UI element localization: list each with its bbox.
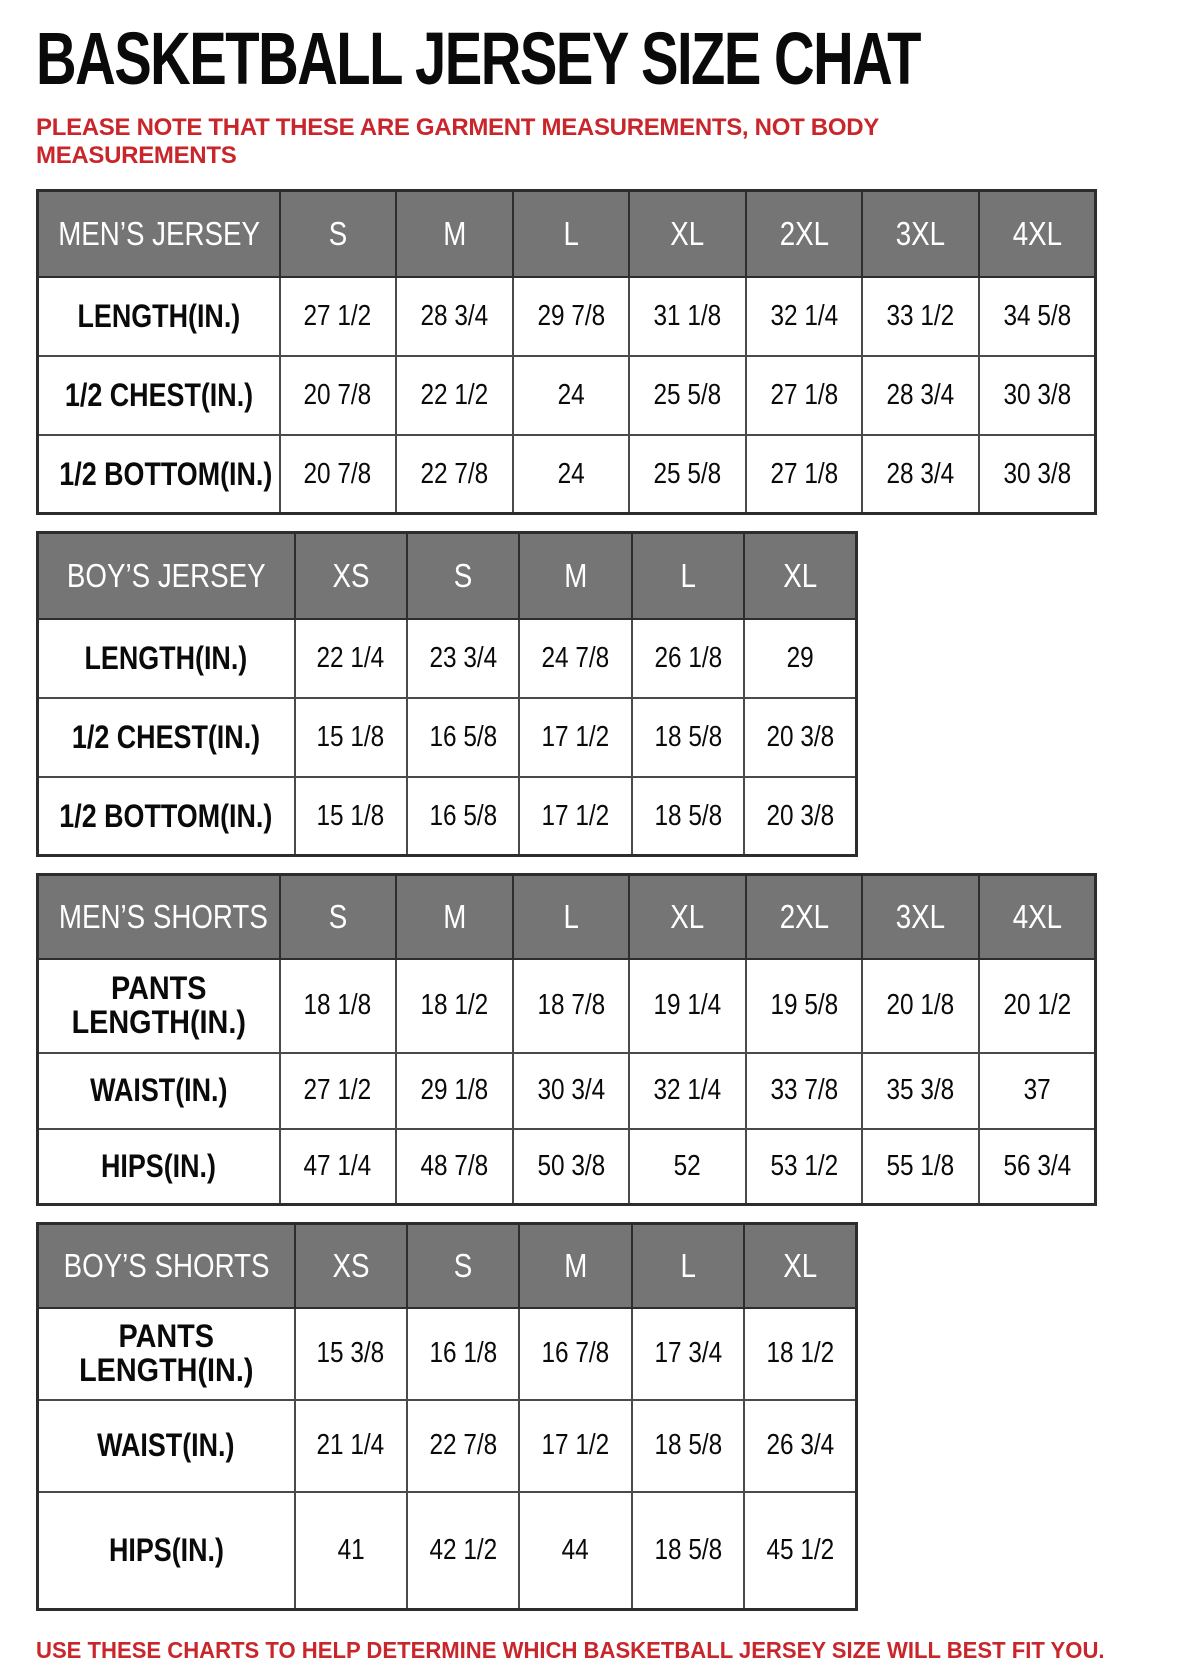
- size-header-cell-text: XL: [670, 215, 705, 253]
- value-cell: [513, 1053, 630, 1129]
- row-label-cell-text: WAIST(IN.): [97, 1427, 235, 1464]
- boys-jersey-title-cell-text: BOY’S JERSEY: [66, 557, 266, 595]
- size-header-cell: [407, 1224, 519, 1308]
- boys-shorts-table: [36, 1222, 858, 1611]
- value-cell: [280, 1129, 397, 1205]
- value-cell: [396, 435, 513, 514]
- boys-jersey-table: [36, 531, 858, 857]
- value-cell-text: 22 1/2: [420, 378, 489, 411]
- value-cell: [519, 1400, 631, 1492]
- value-cell: [513, 435, 630, 514]
- value-cell-text: 15 3/8: [316, 1337, 385, 1370]
- size-header-cell-text: 3XL: [895, 215, 946, 253]
- value-cell-text: 17 1/2: [541, 720, 610, 753]
- value-cell: [746, 277, 863, 356]
- size-header-cell-text: M: [442, 898, 466, 936]
- size-header-cell-text: S: [328, 215, 348, 253]
- size-header-cell-text: 4XL: [1012, 898, 1062, 936]
- row-label-cell: [38, 959, 280, 1053]
- value-cell: [979, 435, 1096, 514]
- value-cell-text: 27 1/8: [770, 378, 838, 411]
- value-cell: [629, 435, 746, 514]
- value-cell-text: 30 3/8: [1003, 457, 1071, 490]
- size-header-cell-text: XL: [670, 898, 705, 936]
- value-cell: [407, 619, 519, 698]
- row-label-cell: [38, 1400, 295, 1492]
- value-cell-text: 31 1/8: [653, 299, 722, 332]
- value-cell-text: 45 1/2: [766, 1534, 834, 1567]
- value-cell-text: 24 7/8: [541, 641, 610, 674]
- row-label-cell: [38, 356, 280, 435]
- value-cell: [744, 619, 856, 698]
- value-cell-text: 17 3/4: [653, 1337, 722, 1370]
- value-cell: [979, 1053, 1096, 1129]
- value-cell-text: 32 1/4: [653, 1074, 722, 1107]
- value-cell-text: 15 1/8: [316, 720, 385, 753]
- fit-advice-text: USE THESE CHARTS TO HELP DETERMINE WHICH BASKETBALL JERSEY SIZE WILL BEST FIT YOU.: [36, 1637, 1105, 1664]
- value-cell-text: 17 1/2: [541, 799, 610, 832]
- measurement-row: [38, 1400, 857, 1492]
- row-label-cell-text: 1/2 CHEST(IN.): [72, 718, 261, 755]
- value-cell: [632, 1308, 744, 1400]
- value-cell: [632, 1400, 744, 1492]
- boys-jersey-header-row: [38, 533, 857, 619]
- value-cell-text: 27 1/2: [303, 1074, 372, 1107]
- size-header-cell-text: S: [453, 557, 473, 595]
- value-cell-text: 27 1/8: [770, 457, 838, 490]
- size-header-cell-text: 4XL: [1012, 215, 1062, 253]
- value-cell: [396, 277, 513, 356]
- size-header-cell-text: M: [563, 557, 588, 595]
- value-cell: [513, 959, 630, 1053]
- value-cell: [280, 959, 397, 1053]
- mens-jersey-title-cell-text: MEN’S JERSEY: [58, 215, 261, 253]
- value-cell: [746, 435, 863, 514]
- value-cell-text: 18 1/8: [303, 989, 372, 1022]
- page-title: [36, 17, 1164, 100]
- row-label-cell: [38, 619, 295, 698]
- value-cell: [295, 1400, 407, 1492]
- row-label-cell: [38, 435, 280, 514]
- measurement-row: [38, 277, 1096, 356]
- value-cell: [407, 777, 519, 856]
- value-cell: [407, 1492, 519, 1610]
- value-cell: [632, 698, 744, 777]
- size-header-cell: [629, 191, 746, 277]
- size-header-cell: [295, 533, 407, 619]
- value-cell-text: 22 7/8: [429, 1429, 497, 1462]
- row-label-cell-text: LENGTH(IN.): [77, 297, 241, 334]
- value-cell: [744, 777, 856, 856]
- value-cell: [746, 1053, 863, 1129]
- value-cell: [519, 777, 631, 856]
- measurement-row: [38, 619, 857, 698]
- size-header-cell: [407, 533, 519, 619]
- size-header-cell-text: S: [453, 1247, 473, 1285]
- value-cell: [396, 1129, 513, 1205]
- value-cell: [862, 435, 979, 514]
- row-label-cell-text: 1/2 BOTTOM(IN.): [59, 797, 273, 834]
- value-cell: [295, 1308, 407, 1400]
- measurement-row: [38, 356, 1096, 435]
- value-cell-text: 23 3/4: [429, 641, 497, 674]
- value-cell-text: 33 7/8: [770, 1074, 838, 1107]
- value-cell-text: 32 1/4: [770, 299, 838, 332]
- fit-advice-note: [36, 1637, 1164, 1664]
- value-cell-text: 50 3/8: [537, 1150, 605, 1183]
- value-cell: [407, 1400, 519, 1492]
- value-cell-text: 17 1/2: [541, 1429, 610, 1462]
- value-cell: [632, 619, 744, 698]
- value-cell: [519, 1308, 631, 1400]
- row-label-cell-text: HIPS(IN.): [101, 1148, 217, 1185]
- value-cell: [862, 1053, 979, 1129]
- value-cell-text: 48 7/8: [420, 1150, 489, 1183]
- value-cell-text: 22 7/8: [420, 457, 489, 490]
- size-header-cell: [862, 875, 979, 959]
- value-cell-text: 29 7/8: [537, 299, 605, 332]
- size-header-cell: [632, 533, 744, 619]
- value-cell-text: 52: [673, 1150, 702, 1183]
- row-label-cell: [38, 777, 295, 856]
- mens-shorts-table: [36, 873, 1097, 1206]
- size-header-cell-text: XL: [783, 1247, 817, 1285]
- value-cell-text: 30 3/4: [537, 1074, 605, 1107]
- value-cell: [629, 1129, 746, 1205]
- size-header-cell: [513, 191, 630, 277]
- value-cell: [979, 959, 1096, 1053]
- value-cell: [513, 356, 630, 435]
- measurement-row: [38, 777, 857, 856]
- size-header-cell-text: L: [680, 557, 696, 595]
- size-header-cell: [280, 875, 397, 959]
- row-label-cell-text: HIPS(IN.): [108, 1532, 224, 1569]
- boys-shorts-title-cell: [38, 1224, 295, 1308]
- value-cell: [979, 1129, 1096, 1205]
- value-cell-text: 18 5/8: [653, 799, 722, 832]
- value-cell: [629, 277, 746, 356]
- value-cell: [744, 1492, 856, 1610]
- value-cell-text: 20 3/8: [766, 799, 834, 832]
- mens-jersey-header-row: [38, 191, 1096, 277]
- value-cell-text: 28 3/4: [886, 457, 955, 490]
- value-cell-text: 47 1/4: [303, 1150, 372, 1183]
- size-header-cell-text: 3XL: [895, 898, 946, 936]
- value-cell-text: 53 1/2: [770, 1150, 838, 1183]
- size-header-cell: [280, 191, 397, 277]
- size-header-cell: [396, 191, 513, 277]
- value-cell: [746, 356, 863, 435]
- value-cell: [519, 619, 631, 698]
- value-cell-text: 42 1/2: [429, 1534, 497, 1567]
- value-cell: [280, 356, 397, 435]
- value-cell: [513, 277, 630, 356]
- value-cell-text: 20 3/8: [766, 720, 834, 753]
- mens-shorts-title-cell-text: MEN’S SHORTS: [58, 898, 268, 936]
- value-cell-text: 30 3/8: [1003, 378, 1071, 411]
- value-cell-text: 15 1/8: [316, 799, 385, 832]
- size-header-cell-text: L: [563, 215, 579, 253]
- value-cell: [295, 619, 407, 698]
- value-cell-text: 18 5/8: [653, 720, 722, 753]
- value-cell: [295, 1492, 407, 1610]
- value-cell: [280, 1053, 397, 1129]
- value-cell-text: 16 1/8: [429, 1337, 497, 1370]
- size-header-cell-text: S: [328, 898, 348, 936]
- value-cell-text: 21 1/4: [316, 1429, 385, 1462]
- value-cell: [280, 435, 397, 514]
- value-cell-text: 25 5/8: [653, 378, 722, 411]
- measurement-note: PLEASE NOTE THAT THESE ARE GARMENT MEASUREMENTS, NOT BODY MEASUREMENTS: [36, 113, 879, 170]
- boys-shorts-title-cell-text: BOY’S SHORTS: [63, 1247, 270, 1285]
- value-cell: [744, 1308, 856, 1400]
- value-cell: [862, 277, 979, 356]
- measurement-row: [38, 1129, 1096, 1205]
- value-cell-text: 26 3/4: [766, 1429, 834, 1462]
- value-cell: [746, 959, 863, 1053]
- value-cell: [744, 1400, 856, 1492]
- value-cell-text: 20 1/8: [886, 989, 955, 1022]
- boys-shorts-header-row: [38, 1224, 857, 1308]
- row-label-cell-text: PANTS LENGTH(IN.): [71, 969, 246, 1041]
- size-header-cell-text: 2XL: [779, 898, 829, 936]
- value-cell-text: 37: [1023, 1074, 1051, 1107]
- row-label-cell: [38, 1129, 280, 1205]
- size-header-cell: [396, 875, 513, 959]
- value-cell: [632, 1492, 744, 1610]
- value-cell-text: 26 1/8: [653, 641, 722, 674]
- value-cell-text: 19 1/4: [653, 989, 722, 1022]
- value-cell-text: 16 5/8: [429, 720, 497, 753]
- row-label-cell: [38, 1308, 295, 1400]
- row-label-cell: [38, 1492, 295, 1610]
- page-title-text: BASKETBALL JERSEY SIZE CHAT: [36, 17, 920, 100]
- value-cell: [746, 1129, 863, 1205]
- size-header-cell-text: XL: [783, 557, 817, 595]
- value-cell: [396, 356, 513, 435]
- size-header-cell: [744, 533, 856, 619]
- value-cell-text: 19 5/8: [770, 989, 838, 1022]
- mens-shorts-header-row: [38, 875, 1096, 959]
- value-cell: [513, 1129, 630, 1205]
- size-header-cell: [295, 1224, 407, 1308]
- size-header-cell-text: M: [442, 215, 466, 253]
- row-label-cell: [38, 698, 295, 777]
- value-cell-text: 33 1/2: [886, 299, 955, 332]
- value-cell-text: 35 3/8: [886, 1074, 955, 1107]
- value-cell: [629, 1053, 746, 1129]
- size-header-cell-text: M: [563, 1247, 588, 1285]
- value-cell-text: 44: [561, 1534, 590, 1567]
- value-cell: [295, 777, 407, 856]
- value-cell: [862, 1129, 979, 1205]
- value-cell: [519, 698, 631, 777]
- value-cell: [407, 698, 519, 777]
- value-cell: [396, 959, 513, 1053]
- measurement-row: [38, 1308, 857, 1400]
- size-header-cell: [746, 191, 863, 277]
- value-cell: [396, 1053, 513, 1129]
- size-header-cell: [746, 875, 863, 959]
- value-cell-text: 16 5/8: [429, 799, 497, 832]
- value-cell-text: 24: [557, 378, 585, 411]
- value-cell-text: 27 1/2: [303, 299, 372, 332]
- size-header-cell-text: L: [563, 898, 579, 936]
- value-cell: [407, 1308, 519, 1400]
- measurement-row: [38, 959, 1096, 1053]
- value-cell: [629, 356, 746, 435]
- size-header-cell: [979, 875, 1096, 959]
- row-label-cell-text: PANTS LENGTH(IN.): [79, 1317, 254, 1389]
- value-cell: [629, 959, 746, 1053]
- mens-jersey-title-cell: [38, 191, 280, 277]
- value-cell: [632, 777, 744, 856]
- value-cell-text: 20 1/2: [1003, 989, 1071, 1022]
- size-header-cell: [519, 1224, 631, 1308]
- row-label-cell-text: 1/2 CHEST(IN.): [64, 376, 253, 413]
- value-cell-text: 56 3/4: [1003, 1150, 1071, 1183]
- size-header-cell-text: L: [680, 1247, 696, 1285]
- mens-shorts-title-cell: [38, 875, 280, 959]
- measurement-row: [38, 435, 1096, 514]
- size-header-cell: [513, 875, 630, 959]
- row-label-cell-text: WAIST(IN.): [90, 1072, 228, 1109]
- size-header-cell: [744, 1224, 856, 1308]
- value-cell-text: 41: [337, 1534, 365, 1567]
- value-cell: [295, 698, 407, 777]
- value-cell-text: 55 1/8: [886, 1150, 955, 1183]
- value-cell-text: 18 1/2: [420, 989, 489, 1022]
- measurement-row: [38, 698, 857, 777]
- value-cell-text: 20 7/8: [303, 378, 372, 411]
- size-header-cell: [629, 875, 746, 959]
- size-header-cell-text: XS: [332, 1247, 370, 1285]
- tables-host: [36, 189, 1164, 1611]
- value-cell: [979, 277, 1096, 356]
- mens-jersey-table: [36, 189, 1097, 515]
- row-label-cell-text: LENGTH(IN.): [84, 639, 248, 676]
- value-cell: [979, 356, 1096, 435]
- value-cell-text: 16 7/8: [541, 1337, 610, 1370]
- value-cell-text: 24: [557, 457, 585, 490]
- value-cell-text: 25 5/8: [653, 457, 722, 490]
- value-cell: [862, 959, 979, 1053]
- value-cell-text: 18 7/8: [537, 989, 605, 1022]
- size-header-cell-text: XS: [332, 557, 370, 595]
- value-cell: [519, 1492, 631, 1610]
- row-label-cell: [38, 1053, 280, 1129]
- value-cell-text: 29: [786, 641, 814, 674]
- value-cell-text: 18 5/8: [653, 1534, 722, 1567]
- measurement-row: [38, 1053, 1096, 1129]
- row-label-cell: [38, 277, 280, 356]
- value-cell-text: 34 5/8: [1003, 299, 1071, 332]
- value-cell-text: 22 1/4: [316, 641, 385, 674]
- value-cell: [280, 277, 397, 356]
- size-header-cell: [519, 533, 631, 619]
- size-header-cell: [632, 1224, 744, 1308]
- value-cell-text: 20 7/8: [303, 457, 372, 490]
- value-cell: [862, 356, 979, 435]
- value-cell-text: 18 1/2: [766, 1337, 834, 1370]
- value-cell-text: 28 3/4: [886, 378, 955, 411]
- measurement-row: [38, 1492, 857, 1610]
- value-cell-text: 18 5/8: [653, 1429, 722, 1462]
- boys-jersey-title-cell: [38, 533, 295, 619]
- size-header-cell: [862, 191, 979, 277]
- row-label-cell-text: 1/2 BOTTOM(IN.): [59, 455, 273, 492]
- value-cell-text: 29 1/8: [420, 1074, 489, 1107]
- size-header-cell-text: 2XL: [779, 215, 829, 253]
- value-cell: [744, 698, 856, 777]
- size-header-cell: [979, 191, 1096, 277]
- value-cell-text: 28 3/4: [420, 299, 489, 332]
